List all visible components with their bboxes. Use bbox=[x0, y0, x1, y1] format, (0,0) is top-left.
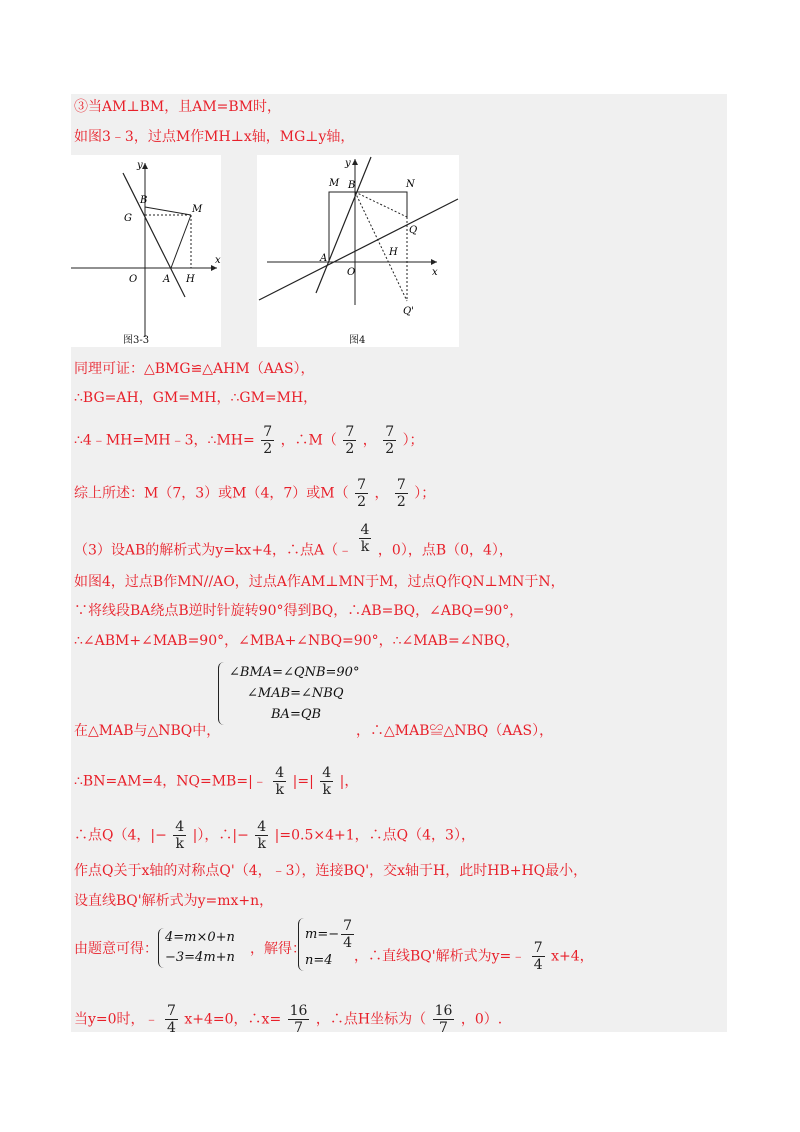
fraction-7-2: $\frac{7}{2}$ bbox=[263, 424, 273, 457]
fig4-label-Qprime: Q' bbox=[403, 306, 414, 317]
line-summary bbox=[74, 477, 435, 510]
fig4-label-H: H bbox=[389, 247, 398, 258]
fig4-label-A: A bbox=[320, 253, 328, 264]
fig4-label-M: M bbox=[329, 178, 340, 189]
fig33-label-A: A bbox=[163, 274, 171, 285]
equation-row-1: 4=m×0+n bbox=[165, 930, 235, 945]
h-text-3: ，∴点H坐标为（ bbox=[315, 1011, 427, 1028]
fig33-label-G: G bbox=[124, 213, 132, 224]
fig33-label-H: H bbox=[186, 274, 195, 285]
fig4-label-N: N bbox=[406, 179, 415, 190]
figure-3-3-svg bbox=[71, 155, 221, 347]
fraction-7-2: $\frac{7}{2}$ bbox=[396, 477, 406, 510]
mh-solve-text-4: ）； bbox=[402, 432, 424, 449]
line-congruence: 同理可证：△BMG≌△AHM（AAS）， bbox=[74, 361, 315, 377]
fraction-4-k: $\frac{4}{k}$ bbox=[322, 765, 332, 798]
line-case3: ③当AM⊥BM，且AM=BM时， bbox=[74, 99, 282, 115]
bq-result-text-2: x+4， bbox=[551, 948, 594, 965]
line-triangles-result: ，∴△MAB≌△NBQ（AAS）， bbox=[356, 723, 554, 739]
system-row-2: ∠MAB=∠NBQ bbox=[247, 686, 344, 701]
fraction-16-7: $\frac{16}{7}$ bbox=[434, 1003, 453, 1036]
line-solve-label: ，解得： bbox=[250, 941, 306, 957]
fig4-label-x: x bbox=[432, 267, 438, 278]
fig4-label-y: y bbox=[345, 158, 351, 169]
mh-solve-text-2: ，∴M（ bbox=[280, 432, 337, 449]
bn-text-2: |=| bbox=[292, 773, 314, 790]
h-text-2: x+4=0，∴x= bbox=[184, 1011, 282, 1028]
equation-system bbox=[158, 928, 235, 968]
figure-3-3 bbox=[71, 155, 221, 347]
mh-solve-text-3: ， bbox=[362, 432, 377, 449]
bn-text-1: ∴BN=AM=4，NQ=MB=|﹣ bbox=[74, 773, 267, 790]
equation-row-2: −3=4m+n bbox=[165, 950, 235, 965]
line-symmetric-point: 作点Q关于x轴的对称点Q'（4，﹣3），连接BQ'，交x轴于H，此时HB+HQ最小， bbox=[74, 863, 588, 879]
line-fig33-intro: 如图3﹣3，过点M作MH⊥x轴，MG⊥y轴， bbox=[74, 129, 355, 145]
fraction-7-4: $\frac{7}{4}$ bbox=[167, 1003, 176, 1036]
summary-text-3: ）； bbox=[414, 485, 436, 502]
h-text-1: 当y=0时，﹣ bbox=[74, 1011, 159, 1028]
fig4-caption: 图4 bbox=[349, 335, 366, 346]
line-bq-equation: 设直线BQ'解析式为y=mx+n， bbox=[74, 893, 274, 909]
solution-row-2: n=4 bbox=[305, 953, 333, 968]
h-text-4: ，0）. bbox=[460, 1011, 503, 1028]
fraction-7-4: $\frac{7}{4}$ bbox=[533, 940, 543, 973]
fig33-label-y: y bbox=[137, 160, 143, 171]
line-triangles-intro: 在△MAB与△NBQ中， bbox=[74, 723, 221, 739]
fig4-label-B: B bbox=[348, 180, 356, 191]
line-part3-ab bbox=[74, 522, 513, 567]
fraction-7-4: $\frac{7}{4}$ bbox=[343, 918, 353, 951]
fraction-4-k: $\frac{4}{k}$ bbox=[360, 522, 370, 555]
fraction-7-2: $\frac{7}{2}$ bbox=[357, 477, 367, 510]
bn-text-3: |， bbox=[339, 773, 359, 790]
pq-text-1: ∴点Q（4，|− bbox=[74, 827, 167, 844]
line-bn-am bbox=[74, 765, 358, 798]
line-bq-result bbox=[354, 940, 594, 973]
summary-text-2: ， bbox=[374, 485, 389, 502]
fraction-7-2: $\frac{7}{2}$ bbox=[345, 424, 355, 457]
fraction-4-k: $\frac{4}{k}$ bbox=[175, 819, 185, 852]
line-bg-ah: ∴BG=AH，GM=MH，∴GM=MH， bbox=[74, 390, 318, 406]
solution-system bbox=[298, 918, 356, 971]
line-solve-intro: 由题意可得： bbox=[74, 941, 158, 957]
part3-text-1: （3）设AB的解析式为y=kx+4，∴点A（﹣ bbox=[74, 542, 353, 559]
fig33-label-x: x bbox=[215, 255, 221, 266]
fig33-label-B: B bbox=[140, 195, 148, 206]
system-row-1: ∠BMA=∠QNB=90° bbox=[229, 665, 360, 680]
part3-text-2: ，0），点B（0，4）， bbox=[377, 542, 513, 559]
figure-4 bbox=[257, 155, 459, 347]
fraction-7-2: $\frac{7}{2}$ bbox=[385, 424, 395, 457]
fraction-4-k: $\frac{4}{k}$ bbox=[257, 819, 267, 852]
bq-result-text-1: ，∴直线BQ'解析式为y=﹣ bbox=[354, 948, 526, 965]
line-point-q bbox=[74, 819, 475, 852]
line-angles: ∴∠ABM+∠MAB=90°，∠MBA+∠NBQ=90°，∴∠MAB=∠NBQ， bbox=[74, 633, 520, 649]
solution-row-1: m=− $\frac{7}{4}$ bbox=[305, 918, 353, 951]
congruence-system bbox=[218, 662, 359, 725]
mh-solve-text-1: ∴4﹣MH=MH﹣3，∴MH= bbox=[74, 432, 255, 449]
fraction-4-k: $\frac{4}{k}$ bbox=[275, 765, 285, 798]
figure-4-svg bbox=[257, 155, 459, 347]
fig33-label-O: O bbox=[129, 274, 138, 285]
line-mh-solve bbox=[74, 424, 424, 457]
fig33-label-M: M bbox=[192, 204, 203, 215]
line-fig4-intro: 如图4，过点B作MN//AO，过点A作AM⊥MN于M，过点Q作QN⊥MN于N， bbox=[74, 574, 565, 590]
fraction-16-7: $\frac{16}{7}$ bbox=[289, 1003, 308, 1036]
system-row-3: BA=QB bbox=[271, 707, 322, 722]
pq-text-3: |=0.5×4+1，∴点Q（4，3）， bbox=[274, 827, 475, 844]
line-h-coordinate bbox=[74, 1003, 502, 1036]
pq-text-2: |），∴|− bbox=[192, 827, 249, 844]
line-rotation: ∵将线段BA绕点B逆时针旋转90°得到BQ，∴AB=BQ，∠ABQ=90°， bbox=[74, 603, 524, 619]
summary-text-1: 综上所述：M（7，3）或M（4，7）或M（ bbox=[74, 485, 349, 502]
fig33-caption: 图3-3 bbox=[123, 335, 150, 346]
fig4-label-Q: Q bbox=[409, 225, 418, 236]
fig4-label-O: O bbox=[347, 267, 356, 278]
